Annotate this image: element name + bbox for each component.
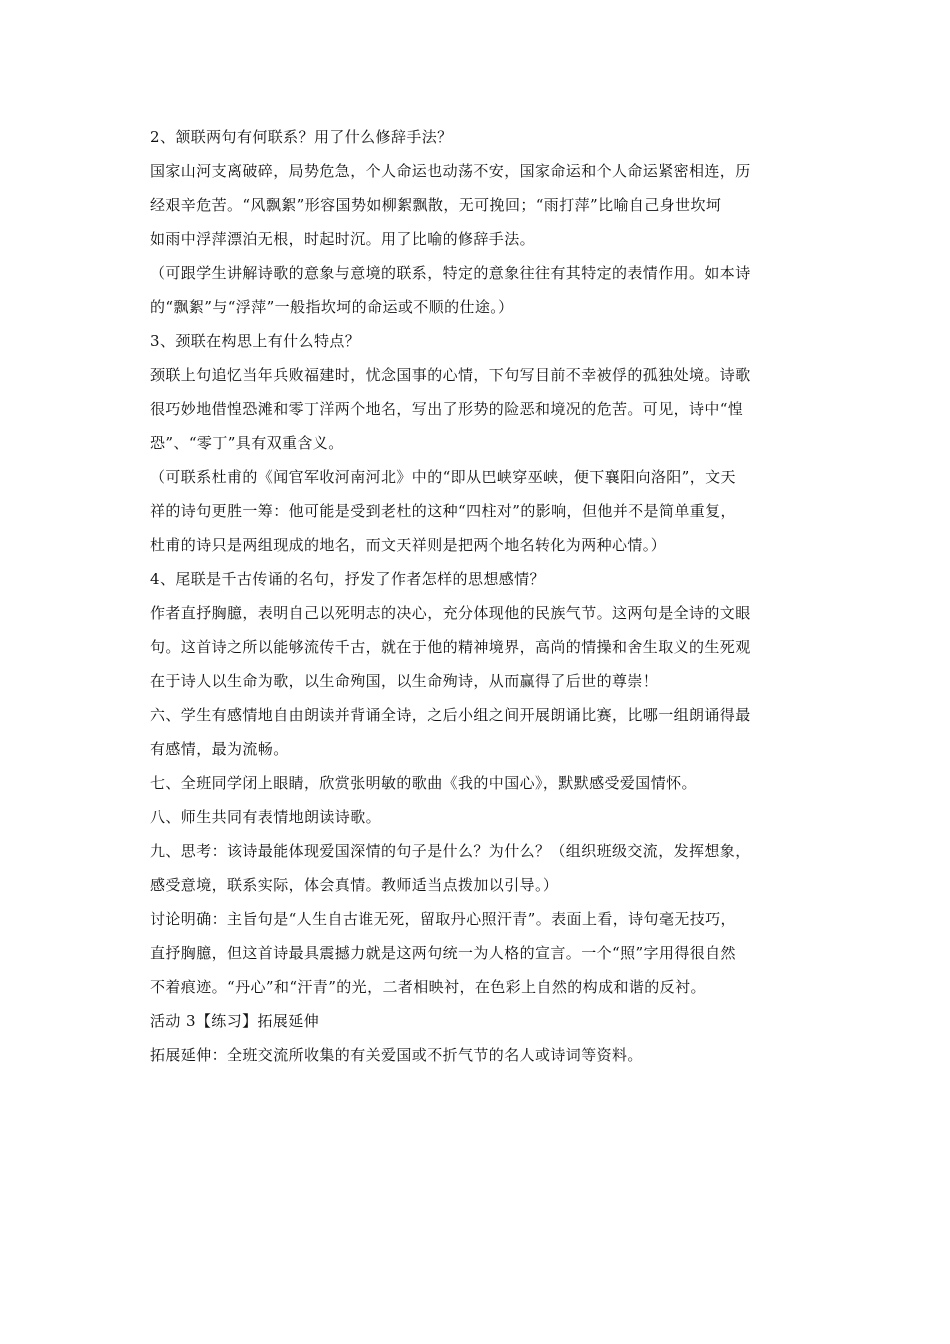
question-3-heading: 3、颈联在构思上有什么特点？ [150, 332, 361, 350]
note-2-line-1: （可跟学生讲解诗歌的意象与意境的联系，特定的意象往往有其特定的表情作用。如本诗 [150, 264, 751, 282]
step-9-line-1: 九、思考：该诗最能体现爱国深情的句子是什么？为什么？（组织班级交流，发挥想象， [150, 842, 751, 860]
discussion-line-2: 直抒胸臆，但这首诗最具震撼力就是这两句统一为人格的宣言。一个“照”字用得很自然 [150, 944, 736, 962]
answer-2-line-3: 如雨中浮萍漂泊无根，时起时沉。用了比喻的修辞手法。 [150, 230, 536, 248]
answer-3-line-2: 很巧妙地借惶恐滩和零丁洋两个地名，写出了形势的险恶和境况的危苦。可见，诗中“惶 [150, 400, 744, 418]
step-8: 八、师生共同有表情地朗读诗歌。 [150, 808, 382, 826]
answer-4-line-2: 句。这首诗之所以能够流传千古，就在于他的精神境界，高尚的情操和舍生取义的生死观 [150, 638, 751, 656]
answer-3-line-3: 恐”、“零丁”具有双重含义。 [150, 434, 344, 452]
answer-3-line-1: 颈联上句追忆当年兵败福建时，忧念国事的心情，下句写目前不幸被俘的孤独处境。诗歌 [150, 366, 751, 384]
document-body [150, 120, 810, 1072]
note-3-line-3: 杜甫的诗只是两组现成的地名，而文天祥则是把两个地名转化为两种心情。） [150, 536, 667, 554]
note-2-line-2: 的“飘絮”与“浮萍”一般指坎坷的命运或不顺的仕途。） [150, 298, 514, 316]
step-9-line-2: 感受意境，联系实际，体会真情。教师适当点拨加以引导。） [150, 876, 559, 894]
answer-4-line-3: 在于诗人以生命为歌，以生命殉国，以生命殉诗，从而赢得了后世的尊崇！ [150, 672, 659, 690]
discussion-line-3: 不着痕迹。“丹心”和“汗青”的光，二者相映衬，在色彩上自然的构成和谐的反衬。 [150, 978, 706, 996]
activity-3-heading: 活动 3【练习】拓展延伸 [150, 1012, 320, 1030]
question-4-heading: 4、尾联是千古传诵的名句，抒发了作者怎样的思想感情？ [150, 570, 545, 588]
note-3-line-2: 祥的诗句更胜一筹：他可能是受到老杜的这种“四柱对”的影响，但他并不是简单重复， [150, 502, 736, 520]
step-6-line-1: 六、学生有感情地自由朗读并背诵全诗，之后小组之间开展朗诵比赛，比哪一组朗诵得最 [150, 706, 751, 724]
answer-2-line-1: 国家山河支离破碎，局势危急，个人命运也动荡不安，国家命运和个人命运紧密相连，历 [150, 162, 751, 180]
step-7: 七、全班同学闭上眼睛，欣赏张明敏的歌曲《我的中国心》，默默感受爱国情怀。 [150, 774, 697, 792]
discussion-line-1: 讨论明确：主旨句是“人生自古谁无死，留取丹心照汗青”。表面上看，诗句毫无技巧， [150, 910, 736, 928]
question-2-heading: 2、颔联两句有何联系？用了什么修辞手法？ [150, 128, 453, 146]
extension-line: 拓展延伸：全班交流所收集的有关爱国或不折气节的名人或诗词等资料。 [150, 1046, 643, 1064]
answer-2-line-2: 经艰辛危苦。“风飘絮”形容国势如柳絮飘散，无可挽回；“雨打萍”比喻自己身世坎坷 [150, 196, 722, 214]
answer-4-line-1: 作者直抒胸臆，表明自己以死明志的决心，充分体现他的民族气节。这两句是全诗的文眼 [150, 604, 751, 622]
note-3-line-1: （可联系杜甫的《闻官军收河南河北》中的“即从巴峡穿巫峡，便下襄阳向洛阳”，文天 [150, 468, 736, 486]
step-6-line-2: 有感情，最为流畅。 [150, 740, 289, 758]
